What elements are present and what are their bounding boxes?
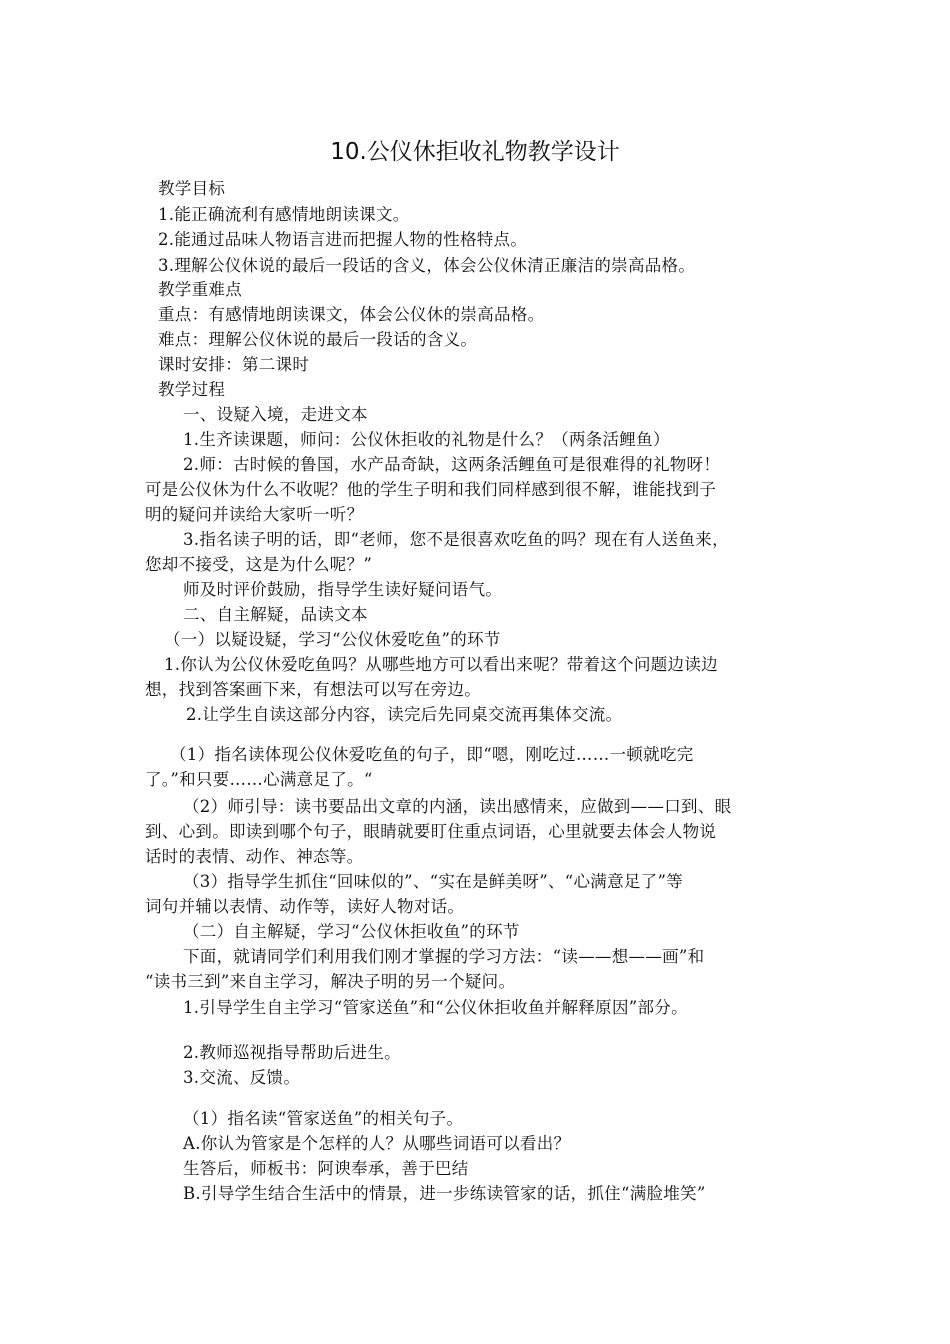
paragraph-line: 想，找到答案画下来，有想法可以写在旁边。 bbox=[145, 680, 481, 699]
paragraph-line: 2.师：古时候的鲁国，水产品奇缺，这两条活鲤鱼可是很难得的礼物呀！ bbox=[183, 455, 721, 474]
paragraph-line: （2）师引导：读书要品出文章的内涵，读出感情来，应做到——口到、眼 bbox=[183, 797, 732, 816]
document-title: 10.公仪休拒收礼物教学设计 bbox=[330, 139, 620, 165]
objective-line: 1.能正确流利有感情地朗读课文。 bbox=[158, 205, 410, 224]
paragraph-line: A.你认为管家是个怎样的人？从哪些词语可以看出？ bbox=[183, 1134, 571, 1153]
paragraph-line: B.引导学生结合生活中的情景，进一步练读管家的话，抓住“满脸堆笑” bbox=[183, 1184, 706, 1203]
paragraph-line: 生答后，师板书：阿谀奉承，善于巴结 bbox=[183, 1159, 469, 1178]
objective-line: 3.理解公仪休说的最后一段话的含义，体会公仪休清正廉洁的崇高品格。 bbox=[158, 256, 696, 275]
subsection-heading: （一）以疑设疑，学习“公仪休爱吃鱼”的环节 bbox=[164, 630, 501, 649]
paragraph-line: 1.你认为公仪休爱吃鱼吗？从哪些地方可以看出来呢？带着这个问题边读边 bbox=[164, 655, 718, 674]
section-heading-process: 教学过程 bbox=[158, 380, 226, 399]
key-point-line: 重点：有感情地朗读课文，体会公仪休的崇高品格。 bbox=[158, 305, 545, 324]
paragraph-line: 词句并辅以表情、动作等，读好人物对话。 bbox=[145, 897, 465, 916]
subsection-heading: 二、自主解疑，品读文本 bbox=[183, 605, 368, 624]
paragraph-line: 师及时评价鼓励，指导学生读好疑问语气。 bbox=[183, 580, 503, 599]
paragraph-line: 可是公仪休为什么不收呢？他的学生子明和我们同样感到很不解，谁能找到子 bbox=[145, 480, 717, 499]
paragraph-line: （3）指导学生抓住“回味似的”、“实在是鲜美呀”、“心满意足了”等 bbox=[183, 872, 684, 891]
paragraph-line: 下面，就请同学们利用我们刚才掌握的学习方法：“读——想——画”和 bbox=[183, 947, 705, 966]
subsection-heading: 一、设疑入境，走进文本 bbox=[183, 405, 368, 424]
paragraph-line: 1.生齐读课题，师问：公仪休拒收的礼物是什么？（两条活鲤鱼） bbox=[183, 430, 670, 449]
paragraph-line: 到、心到。即读到哪个句子，眼睛就要盯住重点词语，心里就要去体会人物说 bbox=[145, 822, 717, 841]
paragraph-line: 明的疑问并读给大家听一听？ bbox=[145, 505, 364, 524]
paragraph-line: “读书三到”来自主学习，解决子明的另一个疑问。 bbox=[145, 972, 516, 991]
paragraph-line: 3.指名读子明的话，即“老师，您不是很喜欢吃鱼的吗？现在有人送鱼来， bbox=[183, 530, 729, 549]
paragraph-line: 2.教师巡视指导帮助后进生。 bbox=[183, 1043, 401, 1062]
section-heading-key-points: 教学重难点 bbox=[158, 280, 242, 299]
subsection-heading: （二）自主解疑，学习“公仪休拒收鱼”的环节 bbox=[183, 922, 520, 941]
paragraph-line: 3.交流、反馈。 bbox=[183, 1068, 301, 1087]
paragraph-line: 话时的表情、动作、神态等。 bbox=[145, 847, 364, 866]
paragraph-line: （1）指名读“管家送鱼”的相关句子。 bbox=[183, 1109, 464, 1128]
paragraph-line: 您却不接受，这是为什么呢？” bbox=[145, 555, 373, 574]
schedule-line: 课时安排：第二课时 bbox=[158, 355, 310, 374]
difficulty-line: 难点：理解公仪休说的最后一段话的含义。 bbox=[158, 330, 478, 349]
paragraph-line: 2.让学生自读这部分内容，读完后先同桌交流再集体交流。 bbox=[186, 705, 623, 724]
paragraph-line: 1.引导学生自主学习“管家送鱼”和“公仪休拒收鱼并解释原因”部分。 bbox=[183, 998, 688, 1017]
paragraph-line: 了。”和只要……心满意足了。“ bbox=[145, 770, 373, 789]
paragraph-line: （1）指名读体现公仪休爱吃鱼的句子，即“嗯，刚吃过……一顿就吃完 bbox=[170, 745, 694, 764]
section-heading-objectives: 教学目标 bbox=[158, 179, 226, 198]
objective-line: 2.能通过品味人物语言进而把握人物的性格特点。 bbox=[158, 230, 528, 249]
